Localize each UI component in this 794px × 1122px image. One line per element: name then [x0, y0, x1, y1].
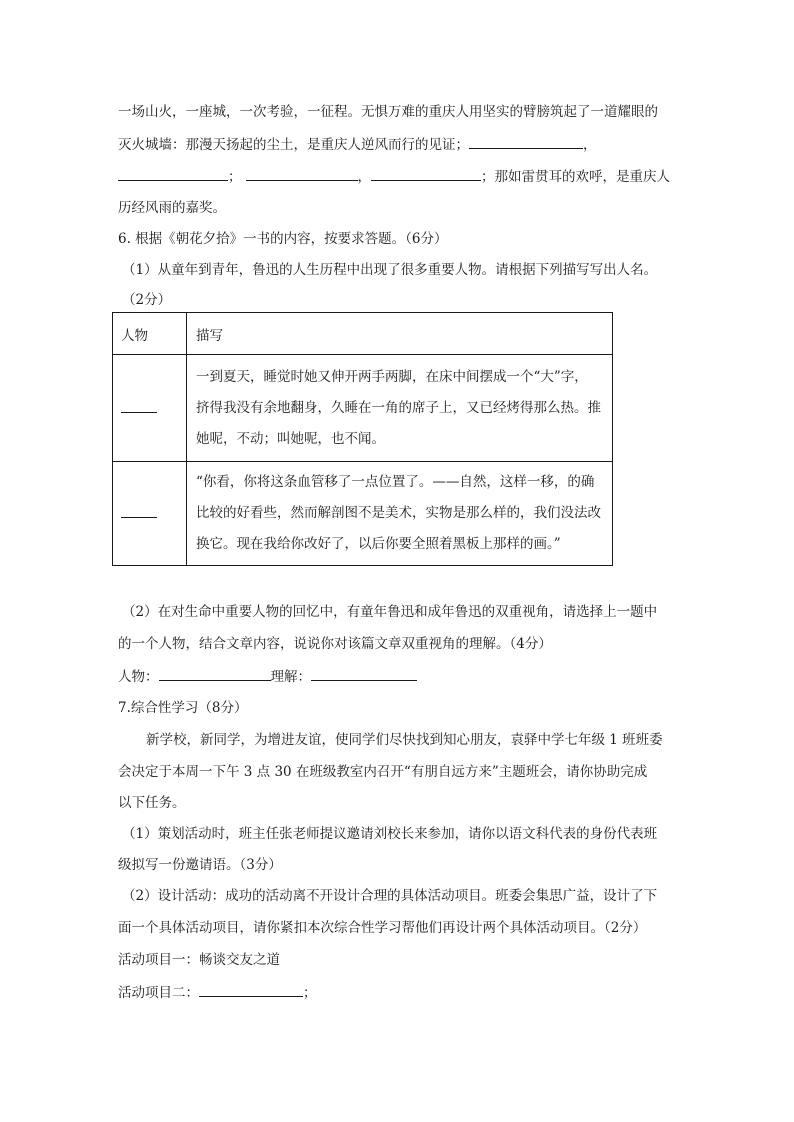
comma: ，	[357, 169, 371, 185]
answer-blank[interactable]	[246, 166, 358, 181]
passage-line-4: 历经风雨的嘉奖。	[118, 200, 226, 216]
q7-intro-line2: 会决定于本周一下午 3 点 30 在班级教室内召开“有朋自远方来”主题班会，请你协助完成	[118, 764, 648, 780]
semicolon: ；	[303, 985, 317, 1001]
description-line: 挤得我没有余地翻身，久睡在一角的席子上，又已经烤得那么热。推	[196, 399, 601, 416]
description-line: 比较的好看些，然而解剖图不是美术，实物是那么样的，我们没法改	[196, 505, 601, 521]
header-description: 描写	[187, 313, 613, 355]
q7-part1-line2: 级拟写一份邀请语。（3分）	[118, 857, 282, 873]
activity-2-blank[interactable]	[199, 982, 303, 997]
understanding-answer-blank[interactable]	[311, 666, 417, 681]
description-line: 换它。现在我给你改好了，以后你要全照着黑板上那样的画。”	[196, 536, 561, 552]
q6-part2-line2: 的一个人物，结合文章内容，说说你对该篇文章双重视角的理解。（4分）	[118, 636, 552, 652]
passage-line-3-text: ；那如雷贯耳的欢呼，是重庆人	[481, 169, 670, 185]
answer-blank[interactable]	[118, 166, 228, 181]
name-blank[interactable]	[121, 505, 157, 518]
character-table	[112, 312, 613, 566]
description-line: “你看，你将这条血管移了一点位置了。——自然，这样一移，的确	[196, 474, 595, 490]
q7-title: 7.综合性学习（8分）	[118, 700, 248, 716]
person-cell	[113, 462, 187, 566]
name-blank[interactable]	[121, 400, 157, 413]
table-row	[113, 462, 613, 566]
q6-title: 6. 根据《朝花夕拾》一书的内容，按要求答题。（6分）	[118, 231, 448, 247]
q7-intro-line1: 新学校，新同学，为增进友谊，使同学们尽快找到知心朋友，袁驿中学七年级 1 班班委	[146, 732, 663, 748]
understanding-label: 理解：	[270, 669, 311, 685]
passage-line-2-text: 灭火城墙：那漫天扬起的尘土，是重庆人逆风而行的见证；	[118, 137, 469, 153]
q6-part1-line2: （2分）	[122, 292, 172, 308]
activity-2-label: 活动项目二：	[118, 985, 199, 1001]
q6-answer-line	[118, 666, 417, 687]
semicolon: ；	[228, 169, 242, 185]
comma: ，	[583, 137, 597, 153]
q6-part1-line1: （1）从童年到青年，鲁迅的人生历程中出现了很多重要人物。请根据下列描写写出人名。	[122, 262, 658, 278]
description-cell	[187, 462, 613, 566]
table-row	[113, 355, 613, 462]
activity-item-1: 活动项目一：畅谈交友之道	[118, 952, 280, 968]
passage-line-2	[118, 134, 597, 155]
description-cell	[187, 355, 613, 462]
description-line: 一到夏天，睡觉时她又伸开两手两脚，在床中间摆成一个“大”字，	[196, 368, 588, 385]
answer-blank[interactable]	[469, 134, 583, 149]
description-line: 她呢，不动；叫她呢，也不闻。	[196, 430, 385, 447]
q6-part2-line1: （2）在对生命中重要人物的回忆中，有童年鲁迅和成年鲁迅的双重视角，请选择上一题中	[122, 604, 658, 620]
answer-blank[interactable]	[371, 166, 481, 181]
passage-line-3	[118, 166, 670, 187]
activity-item-2	[118, 982, 317, 1003]
header-person: 人物	[113, 313, 187, 355]
person-answer-blank[interactable]	[159, 666, 271, 681]
q7-part1-line1: （1）策划活动时，班主任张老师提议邀请刘校长来参加，请你以语文科代表的身份代表班	[122, 826, 658, 842]
passage-line-1: 一场山火，一座城，一次考验，一征程。无惧万难的重庆人用坚实的臂膀筑起了一道耀眼的	[118, 104, 658, 120]
q7-intro-line3: 以下任务。	[118, 795, 186, 811]
q7-part2-line1: （2）设计活动：成功的活动离不开设计合理的具体活动项目。班委会集思广益，设计了下	[122, 888, 658, 904]
person-cell	[113, 355, 187, 462]
q7-part2-line2: 面一个具体活动项目，请你紧扣本次综合性学习帮他们再设计两个具体活动项目。（2分）	[118, 920, 647, 936]
person-label: 人物：	[118, 669, 159, 685]
table-header-row	[113, 313, 613, 355]
